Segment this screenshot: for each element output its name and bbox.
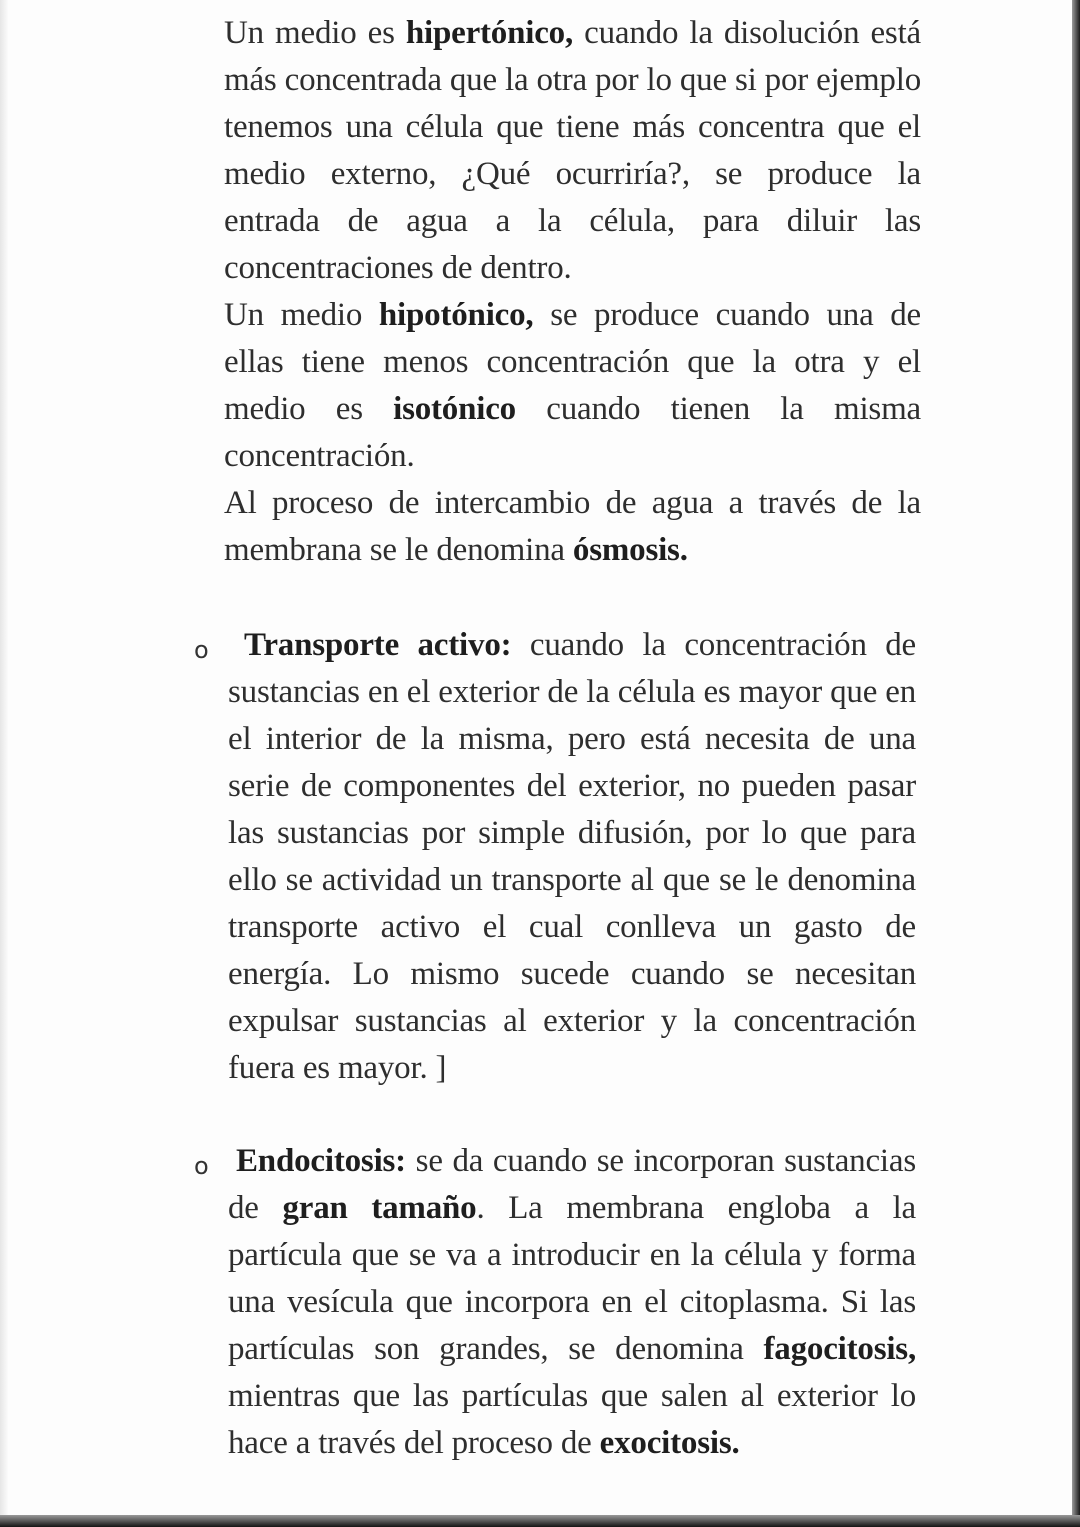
- text-run: cuando tienen la misma concentración.: [224, 391, 921, 474]
- text-run: se produce cuando una de ellas tiene menos concentración que la otra y el medio es: [224, 297, 921, 427]
- text-run: se da cuando se incorporan sustancias de: [228, 1143, 916, 1226]
- scan-edge-right: [1072, 0, 1080, 1527]
- bullet-marker-endocytosis: o: [194, 1152, 209, 1180]
- active-transport-paragraph: [228, 622, 916, 1092]
- endocytosis-paragraph: [228, 1138, 916, 1467]
- scan-edge-bottom: [0, 1515, 1080, 1527]
- term-exocytosis: exocitosis.: [599, 1425, 740, 1461]
- term-large-size: gran tamaño: [282, 1190, 477, 1226]
- term-endocytosis: Endocitosis:: [236, 1143, 406, 1179]
- text-run: cuando la concentración de sustancias en el exterior de la célula es mayor que en el interior de la misma, pero está necesita de una serie de componentes del exterior, no pueden pasar las sustancias por simple difusión, por lo que para ello se actividad un transporte al que se le denomina transporte activo el cual conlleva un gasto de energía. Lo mismo sucede cuando se necesitan expulsar sustancias al exterior y la concentración fuera es mayor. ]: [228, 627, 916, 1086]
- term-isotonic: isotónico: [393, 391, 516, 427]
- text-run: Un medio: [224, 297, 379, 333]
- term-hypertonic: hipertónico,: [405, 15, 574, 51]
- text-run: . La membrana engloba a la partícula que se va a introducir en la célula y forma una vesícula que incorpora en el citoplasma. Si las partículas son grandes, se denomina: [228, 1190, 916, 1367]
- term-phagocytosis: fagocitosis,: [763, 1331, 916, 1367]
- text-run: mientras que las partículas que salen al exterior lo hace a través del proceso de: [228, 1378, 916, 1461]
- osmosis-paragraph: [224, 480, 921, 574]
- term-osmosis: ósmosis.: [572, 532, 688, 568]
- term-hypotonic: hipotónico,: [378, 297, 534, 333]
- hypertonic-paragraph: [224, 10, 921, 292]
- text-run: cuando la disolución está más concentrada que la otra por lo que si por ejemplo tenemos una célula que tiene más concentra que el medio externo, ¿Qué ocurriría?, se produce la entrada de agua a la célula, para diluir las concentraciones de dentro.: [224, 15, 921, 286]
- scan-edge-left: [0, 0, 8, 1527]
- term-active-transport: Transporte activo:: [244, 627, 512, 663]
- text-run: Al proceso de intercambio de agua a través de la membrana se le denomina: [224, 485, 921, 568]
- endocytosis-item: [228, 1138, 916, 1467]
- intro-section: [224, 10, 921, 574]
- active-transport-item: [228, 622, 916, 1092]
- bullet-marker-active-transport: o: [194, 636, 209, 664]
- text-run: Un medio es: [224, 15, 406, 51]
- hypotonic-paragraph: [224, 292, 921, 480]
